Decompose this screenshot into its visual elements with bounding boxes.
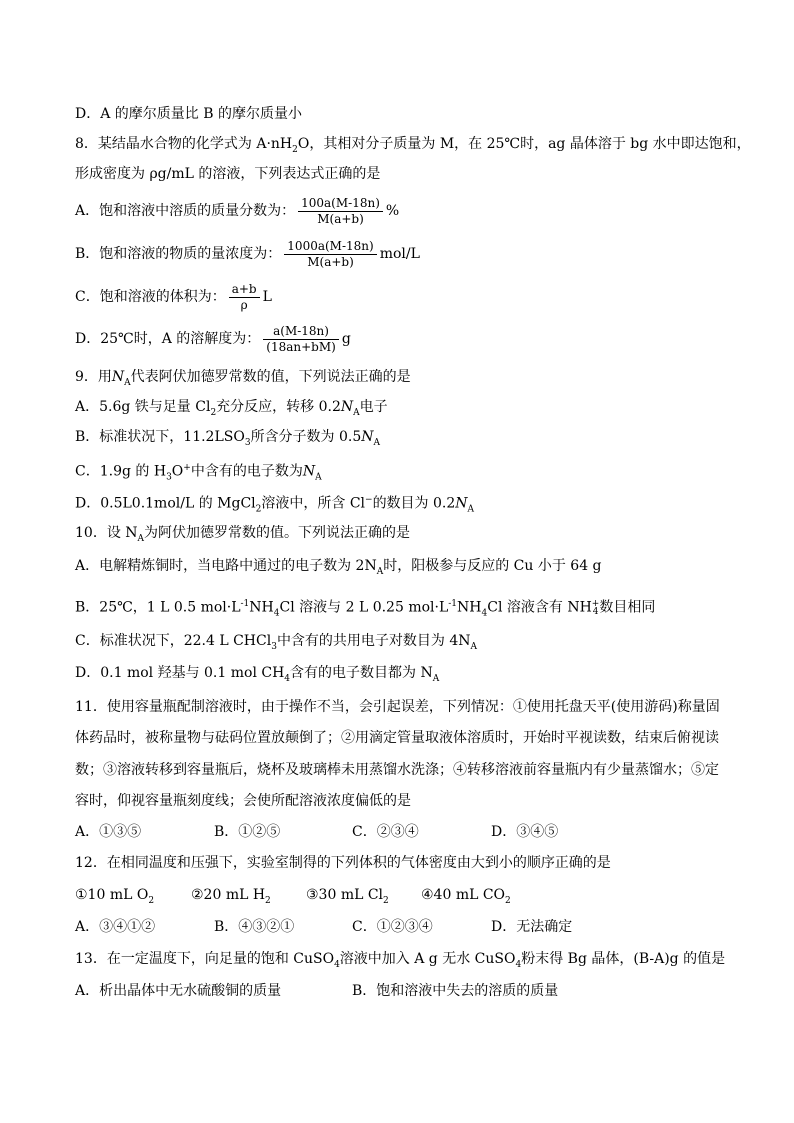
q10-b-part1: B．25℃，1 L 0.5 mol·L: [75, 599, 241, 616]
q8-option-c: [75, 279, 272, 315]
q8-a-numerator: 100a(M-18n): [298, 196, 383, 212]
q12-gas-2: ②20 mL $H_2$: [191, 887, 271, 906]
q9-option-d: [75, 490, 474, 519]
q10-b-part6: 数目相同: [599, 599, 656, 616]
q8-option-b: [75, 236, 420, 272]
q13-stem-1: 13．在一定温度下，向足量的饱和 CuSO: [75, 951, 335, 967]
q11-line1: 11．使用容量瓶配制溶液时，由于操作不当，会引起误差，下列情况：①使用托盘天平(使用游码)称量固: [75, 699, 720, 715]
h3o-charge: +: [183, 463, 191, 473]
q13-option-a: A．析出晶体中无水硫酸铜的质量: [75, 983, 282, 999]
q8-option-a: [75, 193, 399, 229]
avogadro-subscript: A: [432, 673, 440, 684]
avogadro-symbol: N: [302, 463, 316, 480]
q8-b-suffix: mol/L: [379, 246, 420, 262]
avogadro-subscript: A: [137, 533, 145, 544]
q8-c-denominator: ρ: [240, 297, 248, 312]
q8-stem-line1: [75, 134, 751, 160]
q12-gas-4: ④40 mL $CO_2$: [421, 887, 511, 906]
h3o-subscript: 3: [166, 472, 172, 483]
q8-a-prefix: A．饱和溶液中溶质的质量分数为：: [75, 203, 296, 219]
q10-b-part2: NH: [249, 599, 274, 616]
q9-option-c: [75, 458, 322, 487]
q10-d-part2: 含有的电子数目都为 N: [290, 665, 433, 681]
so3-subscript: 3: [244, 437, 251, 448]
q9-stem: [75, 367, 411, 393]
q13-stem-2: 溶液中加入 A g 无水 CuSO: [339, 951, 516, 967]
q12-option-b: B．④③②①: [214, 919, 295, 935]
q8-b-denominator: M(a+b): [307, 254, 354, 269]
q11-line4: 容时，仰视容量瓶刻度线；会使所配溶液浓度偏低的是: [75, 793, 411, 809]
q10-option-a: [75, 556, 602, 582]
q11-option-b: B．①②⑤: [214, 824, 281, 840]
q10-a-part2: 时，阳极参与反应的 Cu 小于 64 g: [383, 558, 602, 574]
avogadro-subscript: A: [124, 377, 131, 388]
q10-b-part4: NH: [457, 599, 482, 616]
avogadro-subscript: A: [470, 641, 478, 652]
q8-c-numerator: a+b: [229, 282, 260, 298]
q10-stem-b: 为阿伏加德罗常数的值。下列说法正确的是: [144, 525, 411, 541]
q9-c-part2: O: [171, 463, 184, 480]
q8-a-suffix: %: [385, 203, 400, 219]
q9-b-part1: B．标准状况下，11.2LSO: [75, 429, 245, 445]
avogadro-subscript: A: [373, 437, 381, 448]
q10-stem-a: 10．设 N: [75, 525, 138, 541]
avogadro-symbol: N: [361, 429, 374, 445]
q8-stem-1b: O，其相对分子质量为 M，在 25℃时，ag 晶体溶于 bg 水中即达饱和，: [297, 136, 751, 152]
q9-a-part1: A．5.6g 铁与足量 Cl: [75, 399, 211, 415]
avogadro-subscript: A: [353, 407, 360, 418]
q13-stem: [75, 949, 725, 975]
q10-a-part1: A．电解精炼铜时，当电路中通过的电子数为 2N: [75, 558, 377, 574]
q9-c-part3: 中含有的电子数为: [190, 463, 303, 480]
q8-d-numerator: a(M-18n): [263, 324, 339, 340]
q8-c-fraction: [229, 282, 260, 313]
nh4-subscript: 4: [481, 608, 488, 619]
inverse-liter-exponent: -1: [448, 599, 458, 609]
q11-option-d: D．③④⑤: [491, 824, 559, 840]
q13-option-b: B．饱和溶液中失去的溶质的质量: [352, 983, 559, 999]
ammonium-subscript: 4: [592, 606, 599, 617]
q8-c-prefix: C．饱和溶液的体积为：: [75, 289, 226, 305]
q8-stem-line2: 形成密度为 ρg/mL 的溶液，下列表达式正确的是: [75, 166, 381, 182]
ammonium-charge: +: [591, 598, 600, 609]
q9-option-b: [75, 427, 380, 453]
nh4-subscript: 4: [273, 608, 280, 619]
q10-b-part5: Cl 溶液含有 NH: [487, 599, 592, 616]
q8-d-prefix: D．25℃时，A 的溶解度为：: [75, 331, 261, 347]
q8-h2o-subscript: 2: [292, 144, 298, 155]
q10-option-b: [75, 594, 655, 623]
avogadro-subscript: A: [315, 472, 322, 483]
q8-a-denominator: M(a+b): [317, 211, 364, 226]
q12-gas-3: ③30 mL $Cl_2$: [306, 887, 389, 906]
q11-option-c: C．②③④: [352, 824, 419, 840]
mgcl2-subscript: 2: [255, 504, 262, 515]
q10-d-part1: D．0.1 mol 羟基与 0.1 mol CH: [75, 665, 285, 681]
cuso4-subscript: 4: [334, 959, 340, 970]
q9-a-part2: 充分反应，转移 0.2: [216, 399, 341, 415]
q8-c-suffix: L: [262, 289, 272, 305]
cuso4-subscript: 4: [515, 959, 522, 970]
avogadro-symbol: N: [455, 495, 468, 512]
q9-b-part2: 所含分子数为 0.5: [250, 429, 362, 445]
q10-stem: [75, 523, 410, 549]
q10-c-part1: C．标准状况下，22.4 L CHCl: [75, 633, 272, 649]
q10-option-c: [75, 631, 477, 657]
ch4-subscript: 4: [284, 673, 291, 684]
q8-d-suffix: g: [341, 331, 351, 347]
q8-b-numerator: 1000a(M-18n): [284, 239, 376, 255]
q8-b-prefix: B．饱和溶液的物质的量浓度为：: [75, 246, 282, 262]
q12-option-c: C．①②③④: [352, 919, 433, 935]
inverse-liter-exponent: -1: [240, 599, 250, 609]
cl-charge: −: [365, 495, 373, 505]
q8-d-fraction: [263, 324, 339, 355]
q10-c-part2: 中含有的共用电子对数目为 4N: [276, 633, 471, 649]
q8-option-d: [75, 321, 351, 357]
q9-c-part1: C．1.9g 的 H: [75, 463, 167, 480]
q11-line3: 数；③溶液转移到容量瓶后，烧杯及玻璃棒未用蒸馏水洗涤；④转移溶液前容量瓶内有少量蒸馏水；⑤定: [75, 762, 719, 778]
q12-option-a: A．③④①②: [75, 919, 156, 935]
q8-stem-1a: 8．某结晶水合物的化学式为 A·nH: [75, 136, 293, 152]
q12-gas-1: ①10 mL $O_2$: [75, 887, 155, 906]
q9-d-part2: 溶液中，所含 Cl: [261, 495, 366, 512]
q9-d-part1: D．0.5L0.1mol/L 的 MgCl: [75, 495, 256, 512]
q13-stem-3: 粉末得 Bg 晶体，(B-A)g 的值是: [521, 951, 726, 967]
q11-line2: 体药品时，被称量物与砝码位置放颠倒了；②用滴定管量取液体溶质时，开始时平视读数，结束后俯视读: [75, 730, 719, 746]
q11-option-a: A．①③⑤: [75, 824, 142, 840]
q10-option-d: [75, 663, 439, 689]
q10-b-part3: Cl 溶液与 2 L 0.25 mol·L: [279, 599, 449, 616]
q9-stem-b: 代表阿伏加德罗常数的值，下列说法正确的是: [130, 369, 411, 385]
q9-a-part3: 电子: [359, 399, 388, 415]
avogadro-subscript: A: [376, 566, 384, 577]
q12-stem: 12．在相同温度和压强下，实验室制得的下列体积的气体密度由大到小的顺序正确的是: [75, 855, 611, 871]
cl2-subscript: 2: [210, 407, 217, 418]
q7-option-d: D．A 的摩尔质量比 B 的摩尔质量小: [75, 106, 302, 122]
q8-a-fraction: [298, 196, 383, 227]
q9-d-part3: 的数目为 0.2: [372, 495, 456, 512]
q8-d-denominator: (18an+bM): [266, 339, 336, 354]
q9-option-a: [75, 397, 388, 423]
avogadro-symbol: N: [111, 369, 125, 385]
chcl3-subscript: 3: [271, 641, 277, 652]
q12-option-d: D．无法确定: [491, 919, 573, 935]
q8-b-fraction: [284, 239, 376, 270]
avogadro-symbol: N: [340, 399, 354, 415]
q9-stem-a: 9．用: [75, 369, 112, 385]
avogadro-subscript: A: [467, 504, 475, 515]
